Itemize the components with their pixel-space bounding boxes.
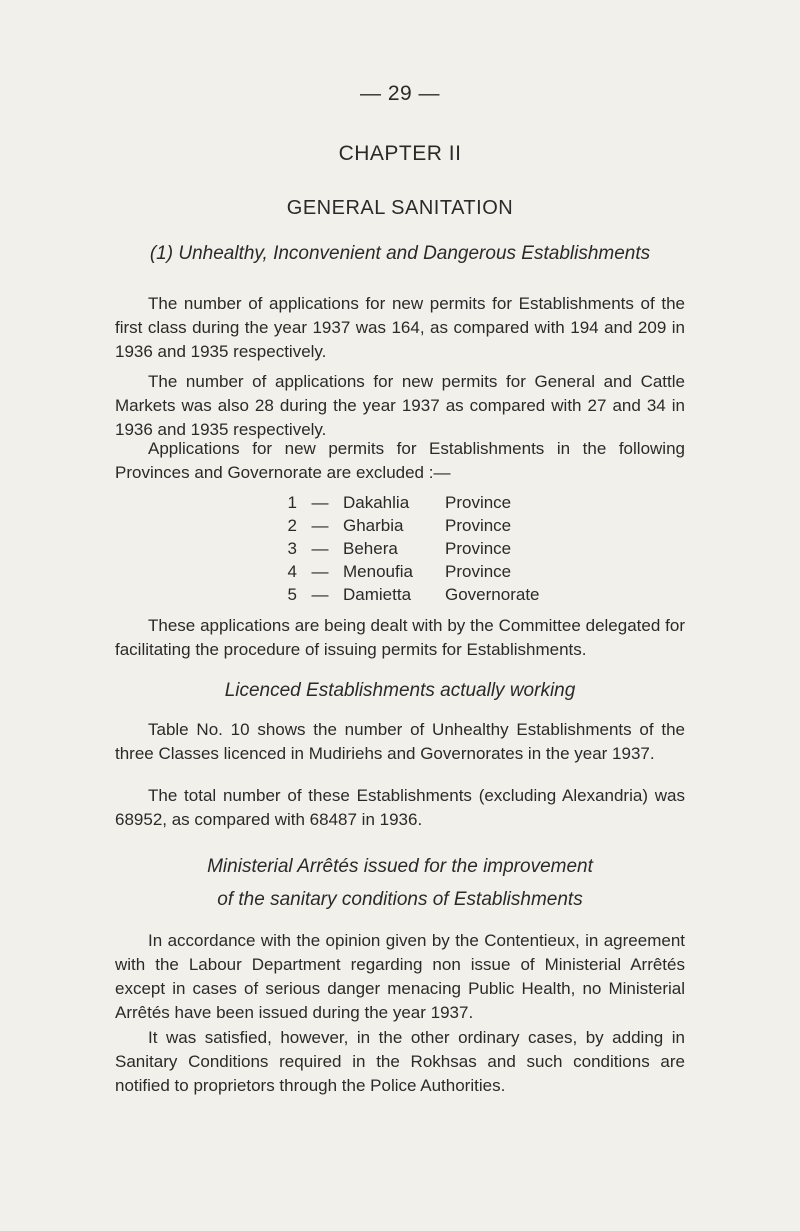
subsection-heading-arretes-line2: of the sanitary conditions of Establishments: [217, 889, 583, 910]
subsection-heading-licenced: Licenced Establishments actually working: [224, 680, 576, 701]
subsection-heading-establishments: (1) Unhealthy, Inconvenient and Dangerous Establishments: [149, 243, 651, 264]
list-item: 3 — Behera Province: [287, 539, 512, 558]
paragraph-table-reference: Table No. 10 shows the number of Unhealthy Establishments of the three Classes licenced in Mudiriehs and Governorates in the year 1937.: [115, 720, 685, 763]
paragraph-total-number: The total number of these Establishments (excluding Alexandria) was 68952, as compared with 68487 in 1936.: [115, 786, 685, 829]
paragraph-markets: The number of applications for new permits for General and Cattle Markets was also 28 during the year 1937 as compared with 27 and 34 in 1936 and 1935 respectively.: [115, 372, 685, 439]
paragraph-police-authorities: It was satisfied, however, in the other ordinary cases, by adding in Sanitary Conditions required in the Rokhsas and such conditions are notified to proprietors through the Police Authorities.: [115, 1028, 685, 1095]
section-title: GENERAL SANITATION: [286, 197, 514, 219]
list-item: 5 — Damietta Governorate: [287, 585, 540, 604]
list-item: 4 — Menoufia Province: [287, 562, 512, 581]
paragraph-excluded-intro: Applications for new permits for Establishments in the following Provinces and Governorate are excluded :—: [115, 439, 685, 482]
paragraph-committee: These applications are being dealt with by the Committee delegated for facilitating the procedure of issuing permits for Establishments.: [115, 616, 685, 659]
list-item: 1 — Dakahlia Province: [287, 493, 512, 512]
page-number: — 29 —: [359, 82, 441, 105]
subsection-heading-arretes-line1: Ministerial Arrêtés issued for the improvement: [207, 856, 593, 877]
excluded-provinces-list: [283, 491, 540, 606]
chapter-title: CHAPTER II: [338, 142, 462, 165]
paragraph-contentieux: In accordance with the opinion given by the Contentieux, in agreement with the Labour Department regarding non issue of Ministerial Arrêtés except in cases of serious danger menacing Public Health, no Ministerial Arrêtés have been issued during the year 1937.: [115, 931, 685, 1022]
list-item: 2 — Gharbia Province: [287, 516, 512, 535]
paragraph-applications: The number of applications for new permits for Establishments of the first class during the year 1937 was 164, as compared with 194 and 209 in 1936 and 1935 respectively.: [115, 294, 685, 361]
